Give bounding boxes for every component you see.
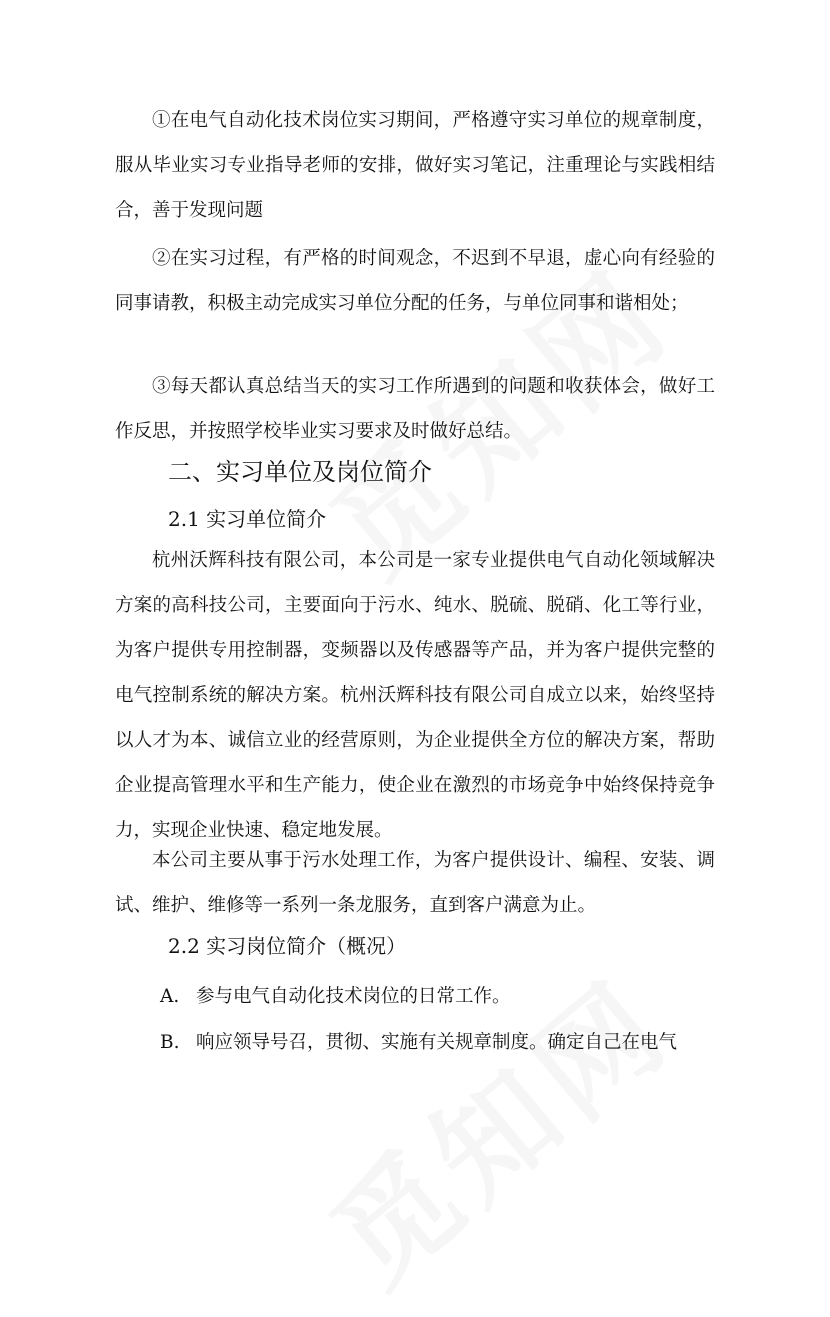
list-item-text: 参与电气自动化技术岗位的日常工作。 <box>196 986 511 1007</box>
subsection-heading-position: 2.2 实习岗位简介（概况） <box>168 934 407 958</box>
paragraph-daily-summary: ③每天都认真总结当天的实习工作所遇到的问题和收获体会，做好工作反思，并按照学校毕业实习要求及时做好总结。 <box>115 376 715 442</box>
list-item <box>160 974 720 1019</box>
list-item-label: B. <box>160 1032 180 1053</box>
section-heading: 二、实习单位及岗位简介 <box>168 458 432 486</box>
list-item <box>160 1020 720 1065</box>
list-item-label: A. <box>160 986 180 1007</box>
paragraph-time-discipline: ②在实习过程，有严格的时间观念，不迟到不早退，虚心向有经验的同事请教，积极主动完成实习单位分配的任务，与单位同事和谐相处； <box>115 248 715 314</box>
list-item-text: 响应领导号召，贯彻、实施有关规章制度。确定自己在电气 <box>196 1032 678 1053</box>
subsection-heading-unit: 2.1 实习单位简介 <box>168 507 327 531</box>
paragraph-company-intro: 杭州沃辉科技有限公司，本公司是一家专业提供电气自动化领域解决方案的高科技公司，主要面向于污水、纯水、脱硫、脱硝、化工等行业，为客户提供专用控制器，变频器以及传感器等产品，并为客户提供完整的电气控制系统的解决方案。杭州沃辉科技有限公司自成立以来，始终坚持以人才为本、诚信立业的经营原则，为企业提供全方位的解决方案，帮助企业提高管理水平和生产能力，使企业在激烈的市场竞争中始终保持竞争力，实现企业快速、稳定地发展。 <box>115 550 715 841</box>
paragraph-internship-rules: ①在电气自动化技术岗位实习期间，严格遵守实习单位的规章制度，服从毕业实习专业指导老师的安排，做好实习笔记，注重理论与实践相结合，善于发现问题 <box>115 110 715 221</box>
paragraph-company-services: 本公司主要从事于污水处理工作，为客户提供设计、编程、安装、调试、维护、维修等一系列一条龙服务，直到客户满意为止。 <box>115 850 715 916</box>
